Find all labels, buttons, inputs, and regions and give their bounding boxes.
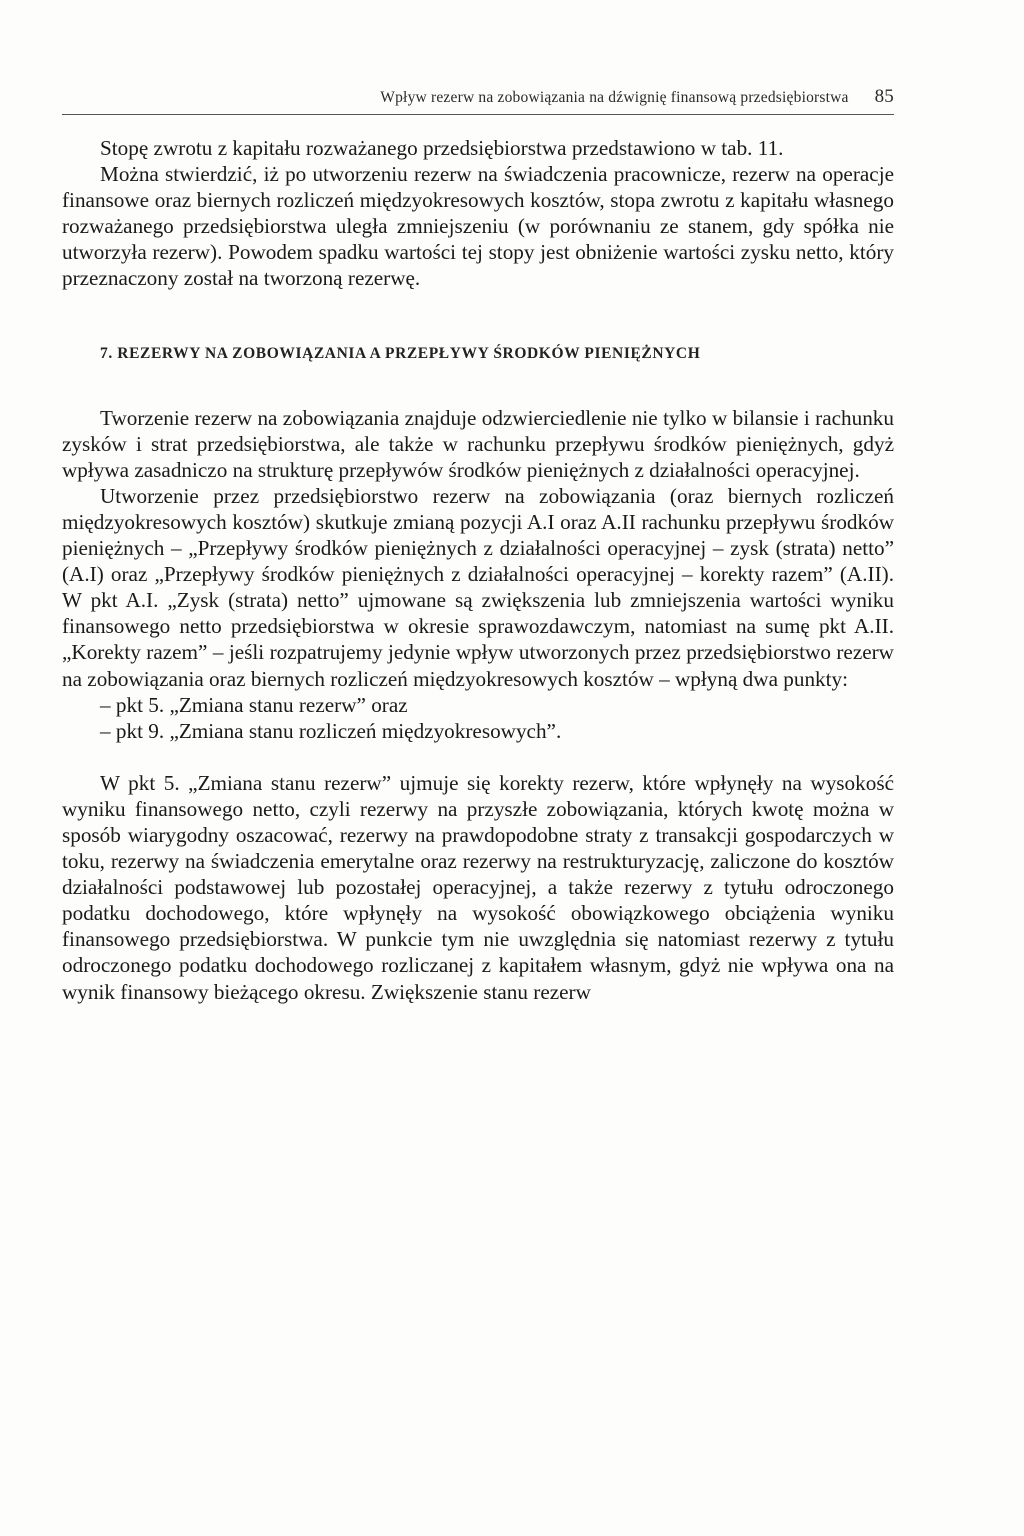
paragraph: W pkt 5. „Zmiana stanu rezerw” ujmuje się korekty rezerw, które wpłynęły na wysokość wyniku finansowego netto, czyli rezerwy na przyszłe zobowiązania, których kwotę można w sposób wiarygodny oszacować, rezerwy na prawdopodobne straty z transakcji gospodarczych w toku, rezerwy na świadczenia emerytalne oraz rezerwy na restrukturyzację, zaliczone do kosztów działalności podstawowej lub pozostałej operacyjnej, a także rezerwy z tytułu odroczonego podatku dochodowego, które wpłynęły na wysokość obowiązkowego obciążenia wyniku finansowego przedsiębiorstwa. W punkcie tym nie uwzględnia się natomiast rezerwy z tytułu odroczonego podatku dochodowego rozliczanej z kapitałem własnym, gdyż nie wpływa ona na wynik finansowy bieżącego okresu. Zwiększenie stanu rezerw xyxy=(62,770,894,1004)
paragraph: Stopę zwrotu z kapitału rozważanego przedsiębiorstwa przedstawiono w tab. 11. xyxy=(100,136,784,160)
running-header-title: Wpływ rezerw na zobowiązania na dźwignię finansową przedsiębiorstwa xyxy=(380,89,849,106)
running-header xyxy=(62,86,894,115)
page-number: 85 xyxy=(874,86,894,107)
paragraph: Tworzenie rezerw na zobowiązania znajduje odzwierciedlenie nie tylko w bilansie i rachunku zysków i strat przedsiębiorstwa, ale także w rachunku przepływu środków pieniężnych, gdyż wpływa zasadniczo na strukturę przepływów środków pieniężnych z działalności operacyjnej. xyxy=(62,405,894,482)
paragraph: Można stwierdzić, iż po utworzeniu rezerw na świadczenia pracownicze, rezerw na operacje finansowe oraz biernych rozliczeń międzyokresowych kosztów, stopa zwrotu z kapitału własnego rozważanego przedsiębiorstwa uległa zmniejszeniu (w porównaniu ze stanem, gdy spółka nie utworzyła rezerw). Powodem spadku wartości tej stopy jest obniżenie wartości zysku netto, który przeznaczony został na tworzoną rezerwę. xyxy=(62,162,894,291)
section-heading: 7. REZERWY NA ZOBOWIĄZANIA A PRZEPŁYWY ŚRODKÓW PIENIĘŻNYCH xyxy=(100,344,701,362)
paragraph-gap xyxy=(62,744,894,770)
page-body xyxy=(62,135,894,1005)
dash-list xyxy=(62,692,894,744)
paragraph: Utworzenie przez przedsiębiorstwo rezerw na zobowiązania (oraz biernych rozliczeń międzyokresowych kosztów) skutkuje zmianą pozycji A.I oraz A.II rachunku przepływu środków pieniężnych – „Przepływy środków pieniężnych z działalności operacyjnej – zysk (strata) netto” (A.I) oraz „Przepływy środków pieniężnych z działalności operacyjnej – korekty razem” (A.II). W pkt A.I. „Zysk (strata) netto” ujmowane są zwiększenia lub zmniejszenia wartości wyniku finansowego netto przedsiębiorstwa w okresie sprawozdawczym, natomiast na sumę pkt A.II. „Korekty razem” – jeśli rozpatrujemy jedynie wpływ utworzonych przez przedsiębiorstwo rezerw na zobowiązania oraz biernych rozliczeń międzyokresowych kosztów – wpłyną dwa punkty: xyxy=(62,483,894,691)
document-page xyxy=(62,86,894,1005)
list-item: – pkt 9. „Zmiana stanu rozliczeń międzyokresowych”. xyxy=(100,718,562,743)
list-item: – pkt 5. „Zmiana stanu rezerw” oraz xyxy=(100,692,408,717)
